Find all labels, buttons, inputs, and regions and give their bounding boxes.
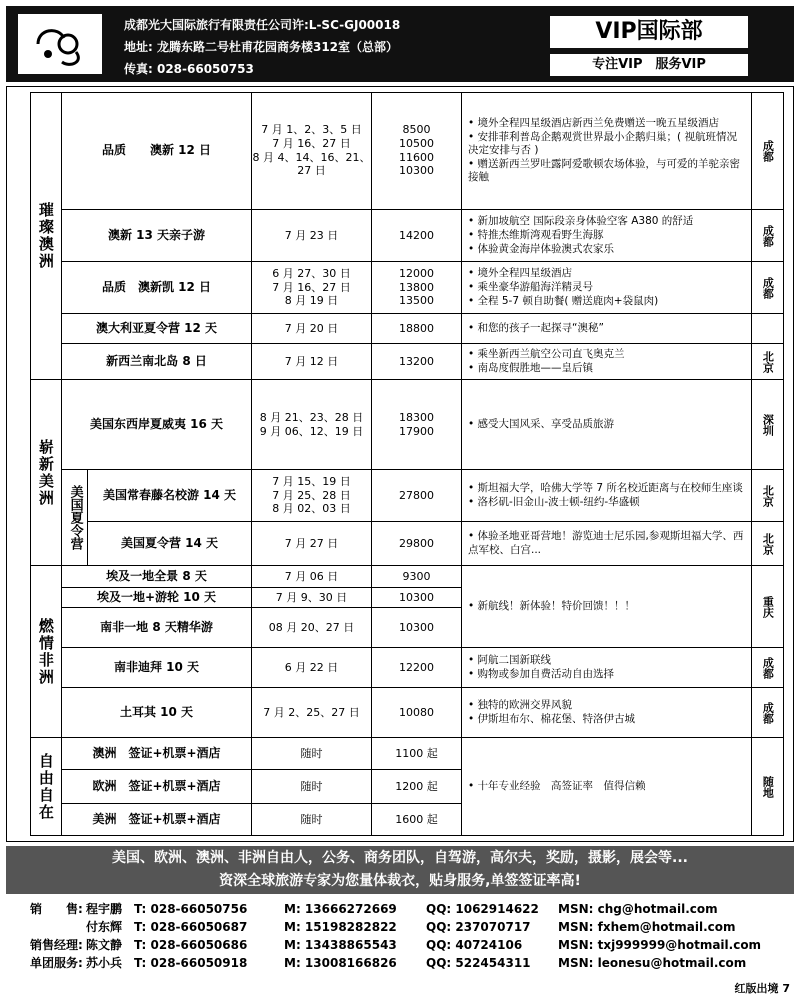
category-oceania-text: 璀璨澳洲 (36, 201, 55, 270)
tour-dates (252, 804, 372, 836)
contact-mobile: M: 13008166826 (284, 956, 397, 970)
feature-list (468, 347, 625, 376)
tour-prices (372, 344, 462, 380)
feature-item: • 洛杉矶-旧金山-波士顿-纽约-华盛顿 (468, 496, 743, 509)
departure-city (752, 566, 784, 648)
departure-city (752, 648, 784, 688)
feature-item: • 全程 5-7 顿自助餐( 赠送鹿肉+袋鼠肉) (468, 295, 658, 308)
tour-dates (252, 314, 372, 344)
tour-name-text: 欧洲 签证+机票+酒店 (92, 779, 221, 793)
feature-item: • 乘坐豪华游船海洋精灵号 (468, 281, 658, 294)
tour-dates (252, 770, 372, 804)
contact-role: 单团服务: (30, 956, 83, 970)
tour-name-text: 南非迪拜 10 天 (113, 660, 200, 674)
tour-prices-text: 18300 17900 (399, 410, 434, 438)
tour-dates-text: 随时 (300, 779, 323, 793)
tour-dates-text: 7 月 27 日 (284, 536, 339, 550)
tour-prices (372, 566, 462, 588)
contact-msn: MSN: chg@hotmail.com (558, 902, 718, 916)
company-logo (18, 14, 102, 74)
contact-mobile: M: 15198282822 (284, 920, 397, 934)
feature-item: • 安排菲利普岛企鹅观赏世界最小企鹅归巢；( 视航班情况决定安排与否 ) (468, 131, 745, 157)
departure-city-text: 北京 (761, 484, 775, 507)
tour-prices (372, 688, 462, 738)
company-info (124, 14, 400, 80)
tour-features (462, 262, 752, 314)
tour-name (62, 648, 252, 688)
tour-features (462, 688, 752, 738)
banner-line-1: 美国、欧洲、澳洲、非洲自由人，公务、商务团队，自驾游，高尔夫，奖励，摄影，展会等... (112, 850, 688, 866)
tour-name (62, 314, 252, 344)
tour-dates-text: 6 月 22 日 (284, 660, 339, 674)
departure-city (752, 688, 784, 738)
company-address: 地址: 龙腾东路二号杜甫花园商务楼312室（总部） (124, 40, 399, 54)
category-africa (30, 566, 62, 738)
contact-msn: MSN: leonesu@hotmail.com (558, 956, 747, 970)
feature-list (468, 266, 658, 309)
contact-tel: T: 028-66050756 (134, 902, 248, 916)
tour-name (62, 770, 252, 804)
departure-city (752, 380, 784, 470)
tour-prices-text: 1200 起 (395, 779, 438, 793)
tour-prices (372, 770, 462, 804)
category-oceania (30, 92, 62, 380)
feature-list (468, 698, 635, 727)
tour-prices-text: 10300 (399, 590, 434, 604)
tour-dates-text: 7 月 9、30 日 (275, 590, 348, 604)
tour-features (462, 470, 752, 522)
tour-dates (252, 262, 372, 314)
category-america (30, 380, 62, 566)
page-footer: 红版出境 7 (734, 982, 790, 995)
tour-name-text: 品质 澳新凯 12 日 (101, 280, 212, 294)
departure-city (752, 314, 784, 344)
departure-city (752, 470, 784, 522)
category-free-text: 自由自在 (36, 752, 55, 821)
feature-item: • 和您的孩子一起探寻“澳秘” (468, 322, 604, 335)
tour-name-text: 美洲 签证+机票+酒店 (92, 812, 221, 826)
tour-dates (252, 648, 372, 688)
tour-dates-text: 7 月 15、19 日 7 月 25、28 日 8 月 02、03 日 (272, 474, 351, 516)
contact-name: 付东辉 (86, 920, 123, 934)
vip-subtitle: 专注VIP 服务VIP (550, 54, 748, 76)
tour-dates-text: 随时 (300, 746, 323, 760)
contact-qq: QQ: 1062914622 (426, 902, 539, 916)
departure-city (752, 344, 784, 380)
feature-item: • 体验黄金海岸体验澳式农家乐 (468, 243, 693, 256)
tour-prices (372, 588, 462, 608)
tour-prices (372, 314, 462, 344)
feature-list (468, 417, 614, 432)
tour-features (462, 380, 752, 470)
feature-list (468, 653, 614, 682)
egypt-features (462, 566, 752, 648)
tour-table (30, 92, 784, 836)
tour-name-text: 澳新 13 天亲子游 (107, 228, 206, 242)
feature-list (468, 116, 745, 186)
tour-dates-text: 7 月 12 日 (284, 354, 339, 368)
tour-name-text: 南非一地 8 天精华游 (100, 620, 213, 634)
feature-list (468, 214, 693, 257)
contact-name: 程宇鹏 (86, 902, 123, 916)
tour-prices (372, 470, 462, 522)
tour-dates (252, 380, 372, 470)
tour-dates-text: 6 月 27、30 日 7 月 16、27 日 8 月 19 日 (272, 266, 351, 308)
contact-row (30, 900, 790, 918)
feature-list (468, 529, 745, 557)
feature-item: • 购物或参加自费活动自由选择 (468, 668, 614, 681)
tour-dates (252, 688, 372, 738)
departure-city-text: 深圳 (761, 413, 775, 436)
feature-item: • 独特的欧洲交界风貌 (468, 699, 635, 712)
departure-city-text: 成都 (761, 656, 775, 679)
tour-prices-text: 10300 (399, 620, 434, 634)
departure-city (752, 210, 784, 262)
contact-row (30, 918, 790, 936)
tour-dates (252, 210, 372, 262)
tour-features (462, 522, 752, 566)
tour-prices-text: 12200 (399, 660, 434, 674)
departure-city (752, 522, 784, 566)
free-features (462, 738, 752, 836)
contact-msn: MSN: fxhem@hotmail.com (558, 920, 736, 934)
departure-city (752, 92, 784, 210)
contact-msn: MSN: txj999999@hotmail.com (558, 938, 762, 952)
tour-name-text: 埃及一地+游轮 10 天 (96, 590, 217, 604)
tour-features (462, 92, 752, 210)
tour-prices (372, 380, 462, 470)
tour-name-text: 澳洲 签证+机票+酒店 (92, 746, 221, 760)
tour-name (62, 92, 252, 210)
contact-list (30, 900, 790, 972)
tour-prices (372, 210, 462, 262)
tour-name (62, 210, 252, 262)
vip-title: VIP国际部 (550, 16, 748, 48)
departure-city-text: 随地 (761, 775, 775, 798)
feature-item: • 阿航二国新联线 (468, 654, 614, 667)
tour-name (62, 262, 252, 314)
tour-name-text: 澳大利亚夏令营 12 天 (95, 321, 218, 335)
tour-name (88, 470, 252, 522)
category-america-camp-text: 美国夏令营 (67, 485, 83, 550)
tour-dates (252, 344, 372, 380)
tour-name-text: 埃及一地全景 8 天 (106, 569, 207, 583)
tour-prices (372, 738, 462, 770)
category-africa-text: 燃情非洲 (36, 617, 55, 686)
feature-item: • 南岛度假胜地——皇后镇 (468, 362, 625, 375)
tour-name (62, 344, 252, 380)
tour-prices-text: 8500 10500 11600 10300 (399, 123, 434, 178)
tour-prices-text: 14200 (399, 228, 434, 242)
company-fax: 传真: 028-66050753 (124, 62, 254, 76)
tour-dates-text: 7 月 06 日 (284, 569, 339, 583)
tour-name-text: 美国常春藤名校游 14 天 (102, 488, 237, 502)
departure-city-text: 成都 (761, 224, 775, 247)
contact-row (30, 936, 790, 954)
feature-list (468, 481, 743, 510)
departure-city-text: 成都 (761, 139, 775, 162)
feature-item: • 赠送新西兰罗吐露阿爱歌顿农场体验，与可爱的羊驼亲密接触 (468, 158, 745, 184)
tour-dates-text: 08 月 20、27 日 (268, 620, 355, 634)
tour-prices (372, 804, 462, 836)
contact-qq: QQ: 522454311 (426, 956, 531, 970)
feature-item: • 伊斯坦布尔、棉花堡、特洛伊古城 (468, 713, 635, 726)
tour-name (62, 688, 252, 738)
contact-row (30, 954, 790, 972)
tour-features (462, 344, 752, 380)
contact-name: 陈文静 (86, 938, 123, 952)
category-america-text: 崭新美洲 (36, 438, 55, 507)
departure-city-text: 北京 (761, 532, 775, 555)
departure-city-text: 成都 (761, 276, 775, 299)
tour-dates (252, 470, 372, 522)
tour-dates-text: 随时 (300, 812, 323, 826)
contact-mobile: M: 13666272669 (284, 902, 397, 916)
contact-name: 苏小兵 (86, 956, 123, 970)
tour-prices-text: 12000 13800 13500 (399, 266, 434, 308)
tour-prices-text: 9300 (402, 569, 431, 583)
contact-role: 销 售: (30, 902, 83, 916)
tour-prices-text: 18800 (399, 321, 434, 335)
header-bar (6, 6, 794, 82)
tour-prices (372, 648, 462, 688)
tour-name-text: 美国东西岸夏威夷 16 天 (89, 417, 224, 431)
contact-qq: QQ: 237070717 (426, 920, 531, 934)
feature-item: • 特推杰维斯湾观看野生海豚 (468, 229, 693, 242)
contact-role: 销售经理: (30, 938, 83, 952)
feature-item: • 境外全程四星级酒店 (468, 267, 658, 280)
tour-prices-text: 1100 起 (395, 746, 438, 760)
tour-name-text: 美国夏令营 14 天 (120, 536, 219, 550)
tour-features (462, 314, 752, 344)
feature-item: • 感受大国风采、享受品质旅游 (468, 418, 614, 431)
feature-list (468, 321, 604, 336)
category-america-camp (62, 470, 88, 566)
tour-features (462, 648, 752, 688)
tour-prices-text: 13200 (399, 354, 434, 368)
tour-name-text: 新西兰南北岛 8 日 (106, 354, 207, 368)
departure-city-text: 北京 (761, 350, 775, 373)
departure-city (752, 262, 784, 314)
feature-list (468, 779, 646, 794)
tour-dates-text: 7 月 23 日 (284, 228, 339, 242)
tour-dates (252, 566, 372, 588)
tour-name (88, 522, 252, 566)
tour-dates (252, 738, 372, 770)
departure-city (752, 738, 784, 836)
tour-name (62, 588, 252, 608)
tour-dates (252, 522, 372, 566)
contact-tel: T: 028-66050686 (134, 938, 248, 952)
tour-dates (252, 92, 372, 210)
departure-city-text: 重庆 (761, 595, 775, 618)
tour-prices (372, 522, 462, 566)
tour-prices (372, 608, 462, 648)
tour-dates-text: 7 月 1、2、3、5 日 7 月 16、27 日 8 月 4、14、16、21、 27 日 (252, 123, 371, 178)
tour-name (62, 608, 252, 648)
tour-prices (372, 92, 462, 210)
feature-item: • 新加坡航空 国际段亲身体验空客 A380 的舒适 (468, 215, 693, 228)
feature-item: • 乘坐新西兰航空公司直飞奥克兰 (468, 348, 625, 361)
tour-name (62, 804, 252, 836)
feature-item: • 十年专业经验 高签证率 值得信赖 (468, 780, 646, 793)
contact-tel: T: 028-66050918 (134, 956, 248, 970)
tour-prices-text: 29800 (399, 536, 434, 550)
tour-prices-text: 10080 (399, 705, 434, 719)
tour-dates (252, 588, 372, 608)
tour-features (462, 210, 752, 262)
promo-banner (6, 846, 794, 894)
contact-qq: QQ: 40724106 (426, 938, 523, 952)
tour-name (62, 380, 252, 470)
feature-item: • 斯坦福大学，哈佛大学等 7 所名校近距离与在校师生座谈 (468, 482, 743, 495)
tour-dates-text: 8 月 21、23、28 日 9 月 06、12、19 日 (259, 410, 364, 438)
tour-name-text: 土耳其 10 天 (119, 705, 194, 719)
tour-prices (372, 262, 462, 314)
feature-item: • 体验圣地亚哥营地！游览迪士尼乐园,参观斯坦福大学、西点军校、白宫... (468, 530, 745, 556)
tour-prices-text: 1600 起 (395, 812, 438, 826)
feature-item: • 境外全程四星级酒店新西兰免费赠送一晚五星级酒店 (468, 117, 745, 130)
tour-dates-text: 7 月 20 日 (284, 321, 339, 335)
contact-mobile: M: 13438865543 (284, 938, 397, 952)
departure-city-text: 成都 (761, 701, 775, 724)
feature-item: • 新航线！新体验！特价回馈！！！ (468, 600, 635, 613)
tour-prices-text: 27800 (399, 488, 434, 502)
tour-name-text: 品质 澳新 12 日 (101, 143, 212, 157)
company-name: 成都光大国际旅行有限责任公司许:L-SC-GJ00018 (124, 18, 401, 32)
tour-dates (252, 608, 372, 648)
feature-list (468, 599, 635, 614)
tour-name (62, 566, 252, 588)
tour-name (62, 738, 252, 770)
category-free (30, 738, 62, 836)
contact-tel: T: 028-66050687 (134, 920, 248, 934)
banner-line-2: 资深全球旅游专家为您量体裁衣，贴身服务,单签签证率高! (219, 873, 581, 889)
tour-dates-text: 7 月 2、25、27 日 (263, 705, 360, 719)
